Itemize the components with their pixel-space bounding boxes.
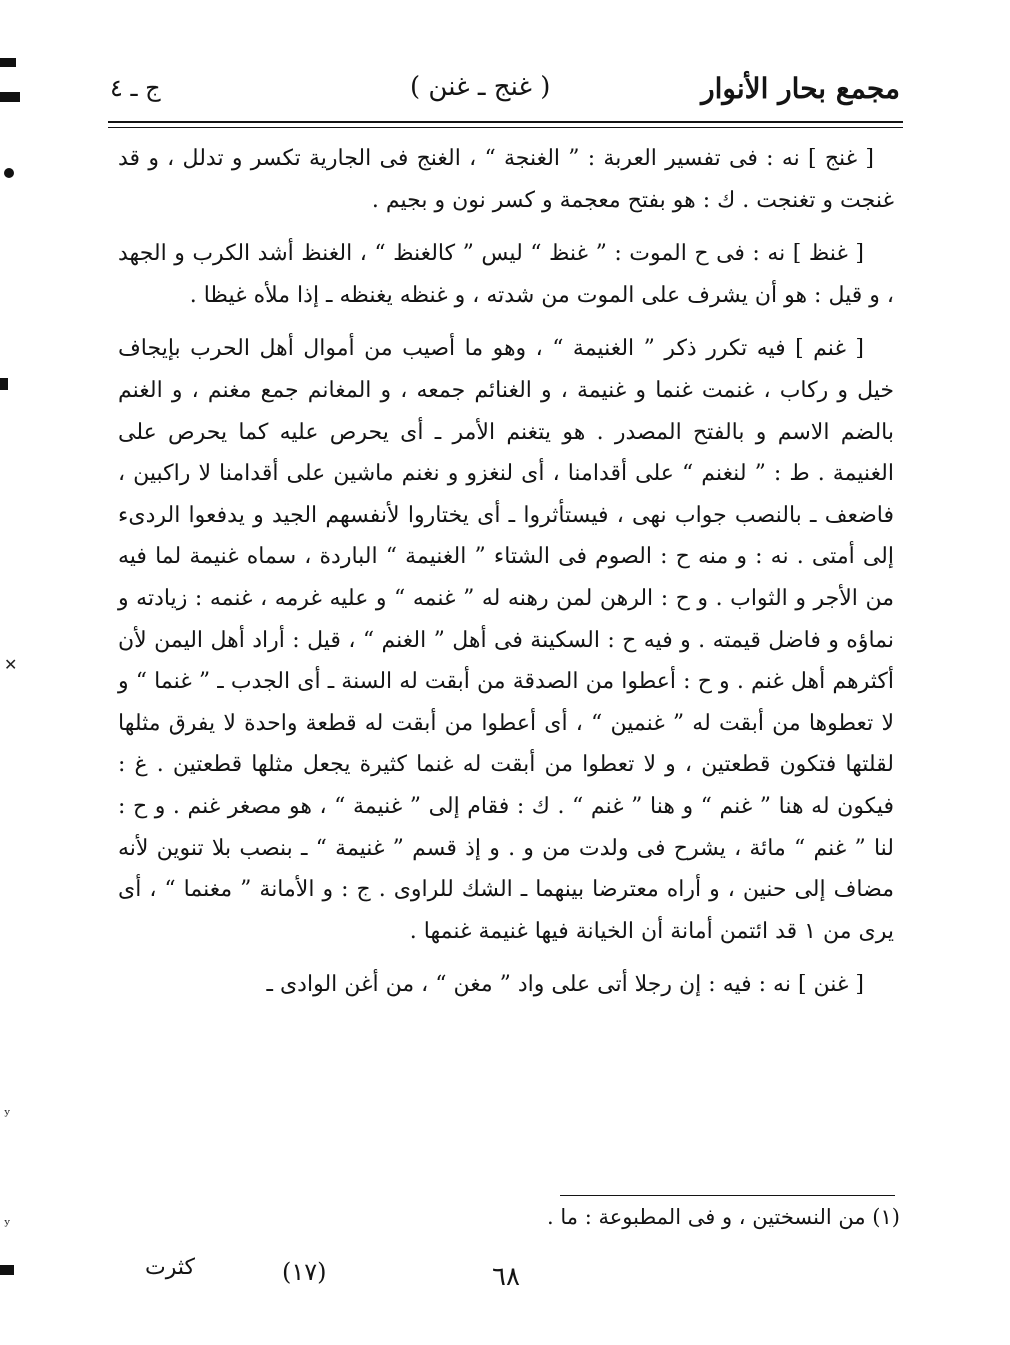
- margin-tick: ʸ: [4, 1105, 11, 1124]
- margin-mark: [0, 378, 8, 390]
- section-range: ( غنج ـ غنن ): [410, 72, 551, 102]
- page-number: ٦٨: [492, 1262, 520, 1292]
- margin-mark: [4, 168, 14, 178]
- footer-note: كثرت: [145, 1255, 195, 1280]
- entry-ghanaj: [ غنج ] نه : فى تفسير العربة : ” الغنجة “ ، الغنج فى الجارية تكسر و تدلل ، و قد غنجت و تغنجت . ك : هو بفتح معجمة و كسر نون و بجيم .: [118, 146, 894, 213]
- footer-number: (١٧): [282, 1258, 327, 1286]
- header-rule: [108, 121, 903, 123]
- entry-ghanan: [ غنن ] نه : فيه : إن رجلا أتى على واد ” مغن “ ، من أغن الوادى ـ: [266, 972, 864, 998]
- margin-tick: ✕: [4, 655, 18, 674]
- entry-ghanam: [ غنم ] فيه تكرر ذكر ” الغنيمة “ ، وهو ما أصيب من أموال أهل الحرب بإيجاف خيل و ركاب ، غنمت غنما و غنيمة ، و الغنائم جمعه ، و المغانم جمع مغنم ، و الغنم بالضم الاسم و بالفتح المصدر . هو يتغنم الأمر ـ أى يحرص عليه كما يحرص على الغنيمة . ط : ” لنغنم “ على أقدامنا ، أى لنغزو و نغنم ماشين على أقدامنا لا راكبين ، فاضعف ـ بالنصب جواب نهى ، فيستأثروا ـ أى يختاروا لأنفسهم الجيد و يدفعوا الردىء إلى أمتى . نه : و منه ح : الصوم فى الشتاء ” الغنيمة “ الباردة ، سماه غنيمة لما فيه من الأجر و الثواب . و ح : الرهن لمن رهنه له ” غنمه “ و عليه غرمه ، غنمه : زيادته و نماؤه و فاضل قيمته . و فيه ح : السكينة فى أهل ” الغنم “ ، قيل : أراد أهل اليمن لأن أكثرهم أهل غنم . و ح : أعطوا من الصدقة من أبقت له السنة ـ أى الجدب ـ ” غنما “ و لا تعطوها من أبقت له ” غنمين “ ، أى أعطوا من أبقت له قطعة واحدة لا يفرق مثلها لقلتها فتكون قطعتين ، و لا تعطوا من أبقت له غنما كثيرة يجعل مثلها قطعتين . غ : فيكون له هنا ” غنم “ و هنا ” غنم “ . ك : فقام إلى ” غنيمة “ ، هو مصغر غنم . و ح : لنا ” غنم “ مائة ، يشرح فى ولدت من و . و إذ قسم ” غنيمة “ ـ بنصب بلا تنوين لأنه مضاف إلى حنين ، و أراه معترضا بينهما ـ الشك للراوى . ج : و الأمانة ” مغنما “ ، أى يرى من ١ قد ائتمن أمانة أن الخيانة فيها غنيمة غنمها .: [118, 336, 894, 944]
- book-title: مجمع بحار الأنوار: [701, 72, 900, 105]
- running-header: [110, 72, 900, 122]
- margin-tick: ʸ: [4, 1215, 11, 1234]
- page-body: [118, 138, 894, 1018]
- footnote-rule: [560, 1195, 895, 1196]
- margin-mark: [0, 58, 16, 67]
- entry-ghanaz: [ غنظ ] نه : فى ح الموت : ” غنظ “ ليس ” كالغنظ “ ، الغنظ أشد الكرب و الجهد ، و قيل : هو أن يشرف على الموت من شدته ، و غنظه يغنظه ـ إذا ملأه غيظا .: [118, 241, 894, 308]
- margin-mark: [0, 92, 20, 102]
- volume-label: ج ـ ٤: [110, 74, 161, 102]
- header-rule-thin: [108, 127, 903, 128]
- margin-mark: [0, 1265, 14, 1275]
- footnote: (١) من النسختين ، و فى المطبوعة : ما .: [547, 1205, 900, 1229]
